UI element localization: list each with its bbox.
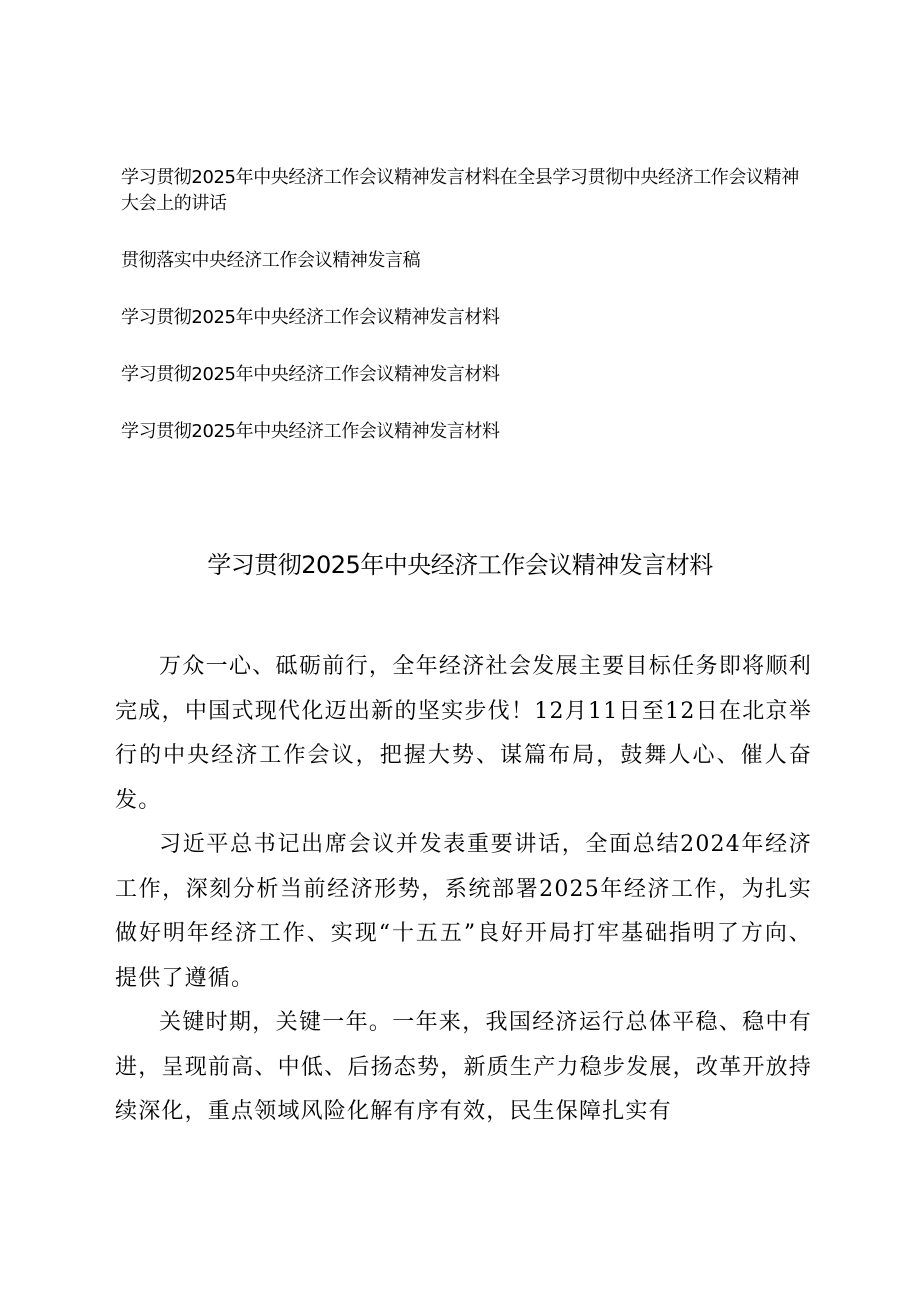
article-title: 学习贯彻2025年中央经济工作会议精神发言材料 xyxy=(207,551,713,579)
toc-item[interactable]: 学习贯彻2025年中央经济工作会议精神发言材料 xyxy=(121,307,500,328)
article-body xyxy=(115,645,812,1135)
toc-item[interactable]: 学习贯彻2025年中央经济工作会议精神发言材料 xyxy=(121,421,500,442)
table-of-contents xyxy=(121,165,811,445)
toc-item[interactable]: 学习贯彻2025年中央经济工作会议精神发言材料在全县学习贯彻中央经济工作会议精神大会上的讲话 xyxy=(121,167,799,214)
body-paragraph: 关键时期，关键一年。一年来，我国经济运行总体平稳、稳中有进，呈现前高、中低、后扬态势，新质生产力稳步发展，改革开放持续深化，重点领域风险化解有序有效，民生保障扎实有 xyxy=(115,1010,812,1124)
body-paragraph: 万众一心、砥砺前行，全年经济社会发展主要目标任务即将顺利完成，中国式现代化迈出新的坚实步伐！12月11日至12日在北京举行的中央经济工作会议，把握大势、谋篇布局，鼓舞人心、催人奋发。 xyxy=(115,654,812,813)
toc-item[interactable]: 贯彻落实中央经济工作会议精神发言稿 xyxy=(121,250,421,271)
toc-item[interactable]: 学习贯彻2025年中央经济工作会议精神发言材料 xyxy=(121,364,500,385)
body-paragraph: 习近平总书记出席会议并发表重要讲话，全面总结2024年经济工作，深刻分析当前经济形势，系统部署2025年经济工作，为扎实做好明年经济工作、实现“十五五”良好开局打牢基础指明了方向、提供了遵循。 xyxy=(115,832,812,991)
